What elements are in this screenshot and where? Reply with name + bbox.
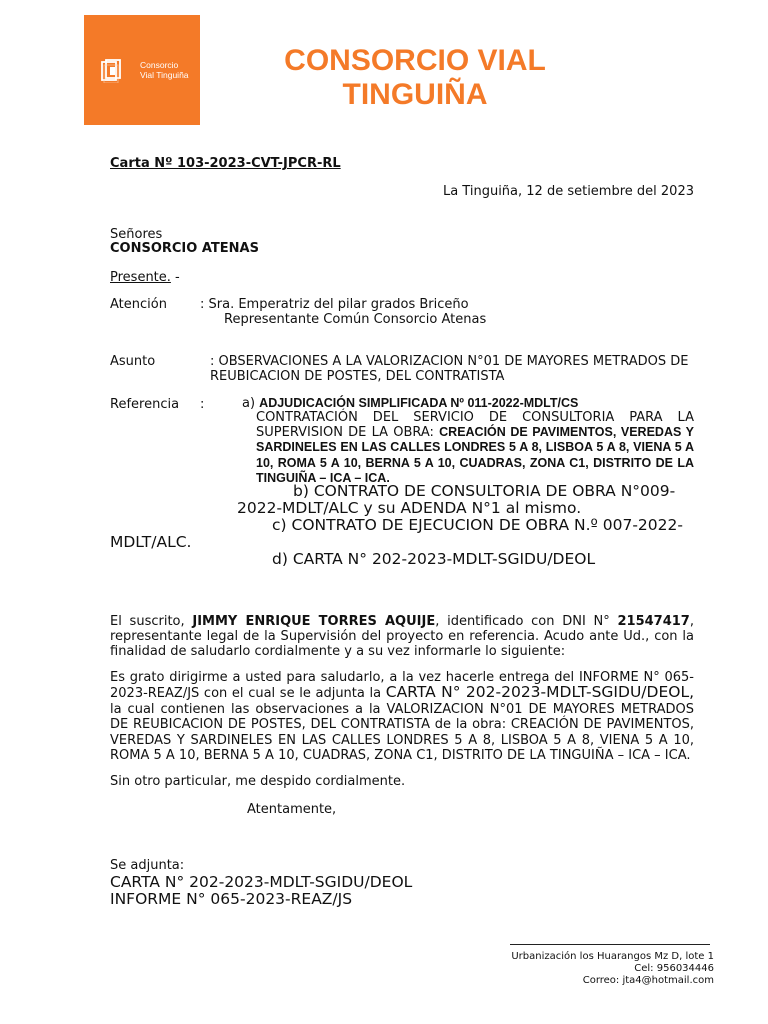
presente-dash: - (170, 270, 180, 285)
reference-a-prefix: a) (242, 396, 260, 411)
title-line1: CONSORCIO VIAL (284, 44, 546, 77)
reference-a-body (256, 411, 694, 486)
p1-dni-label: , identificado con DNI N° (435, 614, 618, 629)
signoff: Atentamente, (247, 802, 337, 817)
reference-a-project: CREACIÓN DE PAVIMENTOS, VEREDAS Y SARDINELES EN LAS CALLES LONDRES 5 A 8, LISBOA 5 A 8, VIENA 5 A 10, ROMA 5 A 10, BERNA 5 A 10, CUADRAS, ZONA C1, DISTRITO DE LA TINGUIÑA – ICA – ICA. (256, 425, 694, 485)
reference-a-title: ADJUDICACIÓN SIMPLIFICADA Nº 011-2022-MDLT/CS (259, 396, 579, 410)
attachments-label: Se adjunta: (110, 858, 185, 873)
subject-line2: REUBICACION DE POSTES, DEL CONTRATISTA (210, 369, 505, 384)
company-logo (84, 15, 200, 125)
logo-brand-line2: Vial Tinguiña (140, 70, 189, 80)
p1-rest: , representante legal de la Supervisión del proyecto en referencia. Acudo ante Ud., con la finalidad de saludarlo cordialmente y a su vez informarle lo siguiente: (110, 614, 694, 659)
footer-email: Correo: jta4@hotmail.com (582, 975, 714, 986)
presente-text: Presente. (110, 270, 171, 285)
closing-line: Sin otro particular, me despido cordialmente. (110, 774, 406, 789)
footer-address: Urbanización los Huarangos Mz D, lote 1 (511, 951, 714, 962)
p2-rest: la cual contienen las observaciones a la VALORIZACION N°01 DE MAYORES METRADOS DE REUBICACION DE POSTES, DEL CONTRATISTA de la obra: CREACIÓN DE PAVIMENTOS, VEREDAS Y SARDINELES EN LAS CALLES LONDRES 5 A 8, LISBOA 5 A 8, VIENA 5 A 10, ROMA 5 A 10, BERNA 5 A 10, CUADRAS, ZONA C1, DISTRITO DE LA TINGUIÑA – ICA – ICA. (110, 701, 694, 764)
logo-mark-icon (101, 59, 123, 83)
signatory-name: JIMMY ENRIQUE TORRES AQUIJE (192, 614, 436, 629)
body-paragraph-1 (110, 614, 694, 659)
letter-ref-number: Carta Nº 103-2023-CVT-JPCR-RL (110, 156, 341, 171)
attention-line1: : Sra. Emperatriz del pilar grados Briceño (200, 297, 469, 312)
presente-line (110, 270, 180, 285)
title-line2: TINGUIÑA (342, 78, 488, 111)
logo-text (140, 60, 189, 80)
letter-date: La Tinguiña, 12 de setiembre del 2023 (442, 184, 694, 199)
reference-a-heading (242, 396, 578, 411)
reference-d-line: d) CARTA N° 202-2023-MDLT-SGIDU/DEOL (272, 550, 596, 568)
subject-label: Asunto (110, 354, 156, 369)
footer-divider (510, 944, 710, 945)
p2-carta: CARTA N° 202-2023-MDLT-SGIDU/DEOL, (385, 683, 695, 702)
reference-b-line2: 2022-MDLT/ALC y su ADENDA N°1 al mismo. (237, 499, 582, 517)
salutation: Señores (110, 227, 163, 242)
attention-line2: Representante Común Consorcio Atenas (224, 312, 487, 327)
reference-c-line2: MDLT/ALC. (110, 533, 192, 551)
reference-c-line1: c) CONTRATO DE EJECUCION DE OBRA N.º 007-2022- (272, 516, 683, 534)
attachment-item-1: CARTA N° 202-2023-MDLT-SGIDU/DEOL (110, 873, 413, 891)
page-title (230, 44, 600, 112)
footer-phone: Cel: 956034446 (634, 963, 714, 974)
reference-label: Referencia (110, 397, 180, 412)
p2-intro: Es grato dirigirme a usted para saludarlo, a la vez hacerle entrega del INFORME N° 065-2023-REAZ/JS con el cual se le adjunta la (110, 670, 694, 702)
subject-line1: : OBSERVACIONES A LA VALORIZACION N°01 DE MAYORES METRADOS DE (210, 354, 689, 369)
body-paragraph-2 (110, 670, 694, 763)
p1-intro: El suscrito, (110, 614, 193, 629)
reference-a-intro: CONTRATACIÓN DEL SERVICIO DE CONSULTORIA PARA LA SUPERVISION DE LA OBRA: (256, 410, 694, 441)
reference-colon: : (200, 397, 205, 412)
attachment-item-2: INFORME N° 065-2023-REAZ/JS (110, 890, 353, 908)
attention-label: Atención (110, 297, 167, 312)
signatory-dni: 21547417 (617, 614, 690, 629)
logo-brand-line1: Consorcio (140, 60, 179, 70)
recipient: CONSORCIO ATENAS (110, 241, 259, 256)
reference-b-line1: b) CONTRATO DE CONSULTORIA DE OBRA N°009- (293, 482, 676, 500)
